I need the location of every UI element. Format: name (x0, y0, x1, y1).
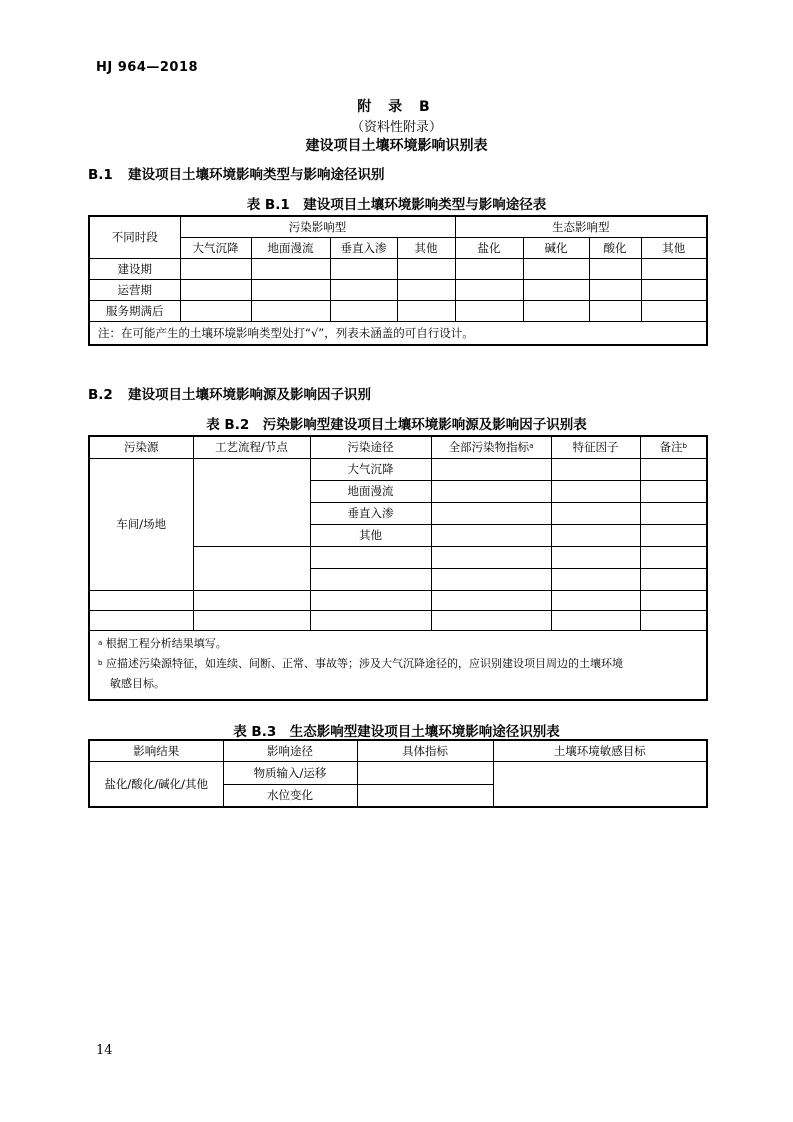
table-b1-cell (589, 300, 641, 321)
table-b1-cell (589, 279, 641, 300)
footnote-marker: a (529, 442, 534, 451)
table-b2-footnotes (89, 630, 707, 700)
table-b2-cell (431, 590, 551, 610)
table-b2-cell (551, 590, 640, 610)
table-b3-cell (357, 761, 493, 784)
table-b1-cell (180, 279, 251, 300)
table-b1-corner: 不同时段 (89, 216, 180, 258)
table-b3-header: 土壤环境敏感目标 (493, 740, 707, 761)
table-b1-cell (330, 279, 397, 300)
table-b3-header: 具体指标 (357, 740, 493, 761)
table-b2-cell (640, 610, 707, 630)
footnote-b-marker: b (98, 658, 103, 667)
table-b2-cell (310, 568, 431, 590)
table-b1-col: 其他 (641, 237, 707, 258)
table-b2-cell (431, 546, 551, 568)
table-b1-cell (251, 300, 330, 321)
table-b3 (88, 739, 708, 808)
table-b2-pathway: 其他 (310, 524, 431, 546)
table-b2-header-remarks (640, 436, 707, 458)
footnote-b-continued: 敏感目标。 (110, 676, 165, 690)
table-b1-group-ecology: 生态影响型 (455, 216, 707, 237)
table-b2-cell (431, 502, 551, 524)
footnote-marker: b (682, 442, 687, 451)
table-b3-header: 影响途径 (223, 740, 357, 761)
table-b3-result: 盐化/酸化/碱化/其他 (89, 761, 223, 807)
table-b2-cell (551, 480, 640, 502)
table-b1-cell (251, 279, 330, 300)
table-b3-pathway: 水位变化 (223, 784, 357, 807)
table-b2-cell (640, 524, 707, 546)
table-b1-row-label: 服务期满后 (89, 300, 180, 321)
table-b2-cell (431, 458, 551, 480)
standard-code-header: HJ 964—2018 (96, 60, 199, 75)
table-b2-cell (310, 546, 431, 568)
footnote-a (98, 634, 698, 654)
table-b2-pathway: 垂直入渗 (310, 502, 431, 524)
table-b2-cell (640, 546, 707, 568)
table-b1-col: 垂直入渗 (330, 237, 397, 258)
table-b1-row-label: 运营期 (89, 279, 180, 300)
table-b2-header-label: 备注 (659, 440, 683, 455)
table-b1-row-label: 建设期 (89, 258, 180, 279)
section-b2-title: 建设项目土壤环境影响源及影响因子识别 (128, 387, 371, 403)
table-b2-cell (640, 502, 707, 524)
table-b1-cell (455, 300, 523, 321)
table-b2-header-pollutants (431, 436, 551, 458)
table-b3-cell (493, 761, 707, 807)
footnote-b (98, 654, 698, 674)
table-b1-cell (180, 300, 251, 321)
table-b1-cell (330, 300, 397, 321)
table-b2-cell (551, 610, 640, 630)
table-b2-pathway: 地面漫流 (310, 480, 431, 502)
table-b2-cell (551, 458, 640, 480)
table-b2-cell (431, 610, 551, 630)
table-b2-cell (89, 610, 193, 630)
page-number: 14 (96, 1043, 113, 1058)
table-b2-caption: 表 B.2 污染影响型建设项目土壤环境影响源及影响因子识别表 (206, 417, 587, 433)
table-b2-cell (193, 546, 310, 590)
section-b2-heading (88, 383, 371, 403)
table-b1-note: 注：在可能产生的土壤环境影响类型处打“√”，列表未涵盖的可自行设计。 (89, 321, 707, 345)
table-b1-cell (523, 258, 589, 279)
section-b2-number: B.2 (88, 387, 113, 403)
table-b2-cell (431, 480, 551, 502)
table-b1-group-pollution: 污染影响型 (180, 216, 455, 237)
table-b1-cell (641, 279, 707, 300)
table-b2-header: 污染途径 (310, 436, 431, 458)
table-b2-header-label: 全部污染物指标 (448, 440, 530, 455)
table-b1-cell (330, 258, 397, 279)
table-b2-cell (640, 480, 707, 502)
table-b2-pathway: 大气沉降 (310, 458, 431, 480)
table-b2-cell (431, 524, 551, 546)
table-b1-col: 大气沉降 (180, 237, 251, 258)
table-b1-cell (641, 258, 707, 279)
table-b1-cell (523, 279, 589, 300)
table-b3-cell (357, 784, 493, 807)
table-b1-cell (397, 279, 455, 300)
table-b1-col: 碱化 (523, 237, 589, 258)
table-b2-cell (193, 590, 310, 610)
table-b2-cell (640, 590, 707, 610)
table-b1-cell (641, 300, 707, 321)
table-b1-cell (589, 258, 641, 279)
table-b2-source: 车间/场地 (89, 458, 193, 590)
table-b2-cell (551, 524, 640, 546)
table-b1-cell (455, 258, 523, 279)
appendix-subtitle: （资料性附录） (350, 120, 442, 135)
table-b2-cell (310, 590, 431, 610)
table-b1-col: 其他 (397, 237, 455, 258)
section-b1-title: 建设项目土壤环境影响类型与影响途径识别 (128, 167, 385, 183)
table-b2-cell (551, 546, 640, 568)
table-b1-caption: 表 B.1 建设项目土壤环境影响类型与影响途径表 (246, 197, 547, 213)
section-b1-heading (88, 163, 385, 183)
table-b2-cell (310, 610, 431, 630)
table-b2-cell (193, 610, 310, 630)
table-b1-col: 地面漫流 (251, 237, 330, 258)
table-b3-header: 影响结果 (89, 740, 223, 761)
table-b1-cell (180, 258, 251, 279)
footnote-b-text: 应描述污染源特征，如连续、间断、正常、事故等；涉及大气沉降途径的，应识别建设项目周边的土壤环境 (105, 656, 623, 670)
table-b2-cell (431, 568, 551, 590)
table-b1-cell (523, 300, 589, 321)
table-b2-cell (640, 568, 707, 590)
appendix-name: 建设项目土壤环境影响识别表 (305, 138, 488, 154)
table-b1-cell (397, 300, 455, 321)
table-b2-cell (640, 458, 707, 480)
table-b2 (88, 435, 708, 701)
table-b2-header: 工艺流程/节点 (193, 436, 310, 458)
table-b2-cell (551, 502, 640, 524)
table-b2-header: 特征因子 (551, 436, 640, 458)
table-b2-cell (551, 568, 640, 590)
table-b3-caption: 表 B.3 生态影响型建设项目土壤环境影响途径识别表 (233, 724, 560, 740)
section-b1-number: B.1 (88, 167, 113, 183)
footnote-a-marker: a (98, 638, 103, 647)
appendix-title: 附 录 B (357, 99, 436, 115)
table-b2-header: 污染源 (89, 436, 193, 458)
table-b2-cell (89, 590, 193, 610)
table-b1-col: 盐化 (455, 237, 523, 258)
table-b1-cell (455, 279, 523, 300)
table-b1 (88, 215, 708, 346)
table-b2-cell (193, 458, 310, 546)
table-b1-col: 酸化 (589, 237, 641, 258)
table-b1-cell (251, 258, 330, 279)
footnote-a-text: 根据工程分析结果填写。 (105, 636, 227, 650)
table-b3-pathway: 物质输入/运移 (223, 761, 357, 784)
table-b1-cell (397, 258, 455, 279)
